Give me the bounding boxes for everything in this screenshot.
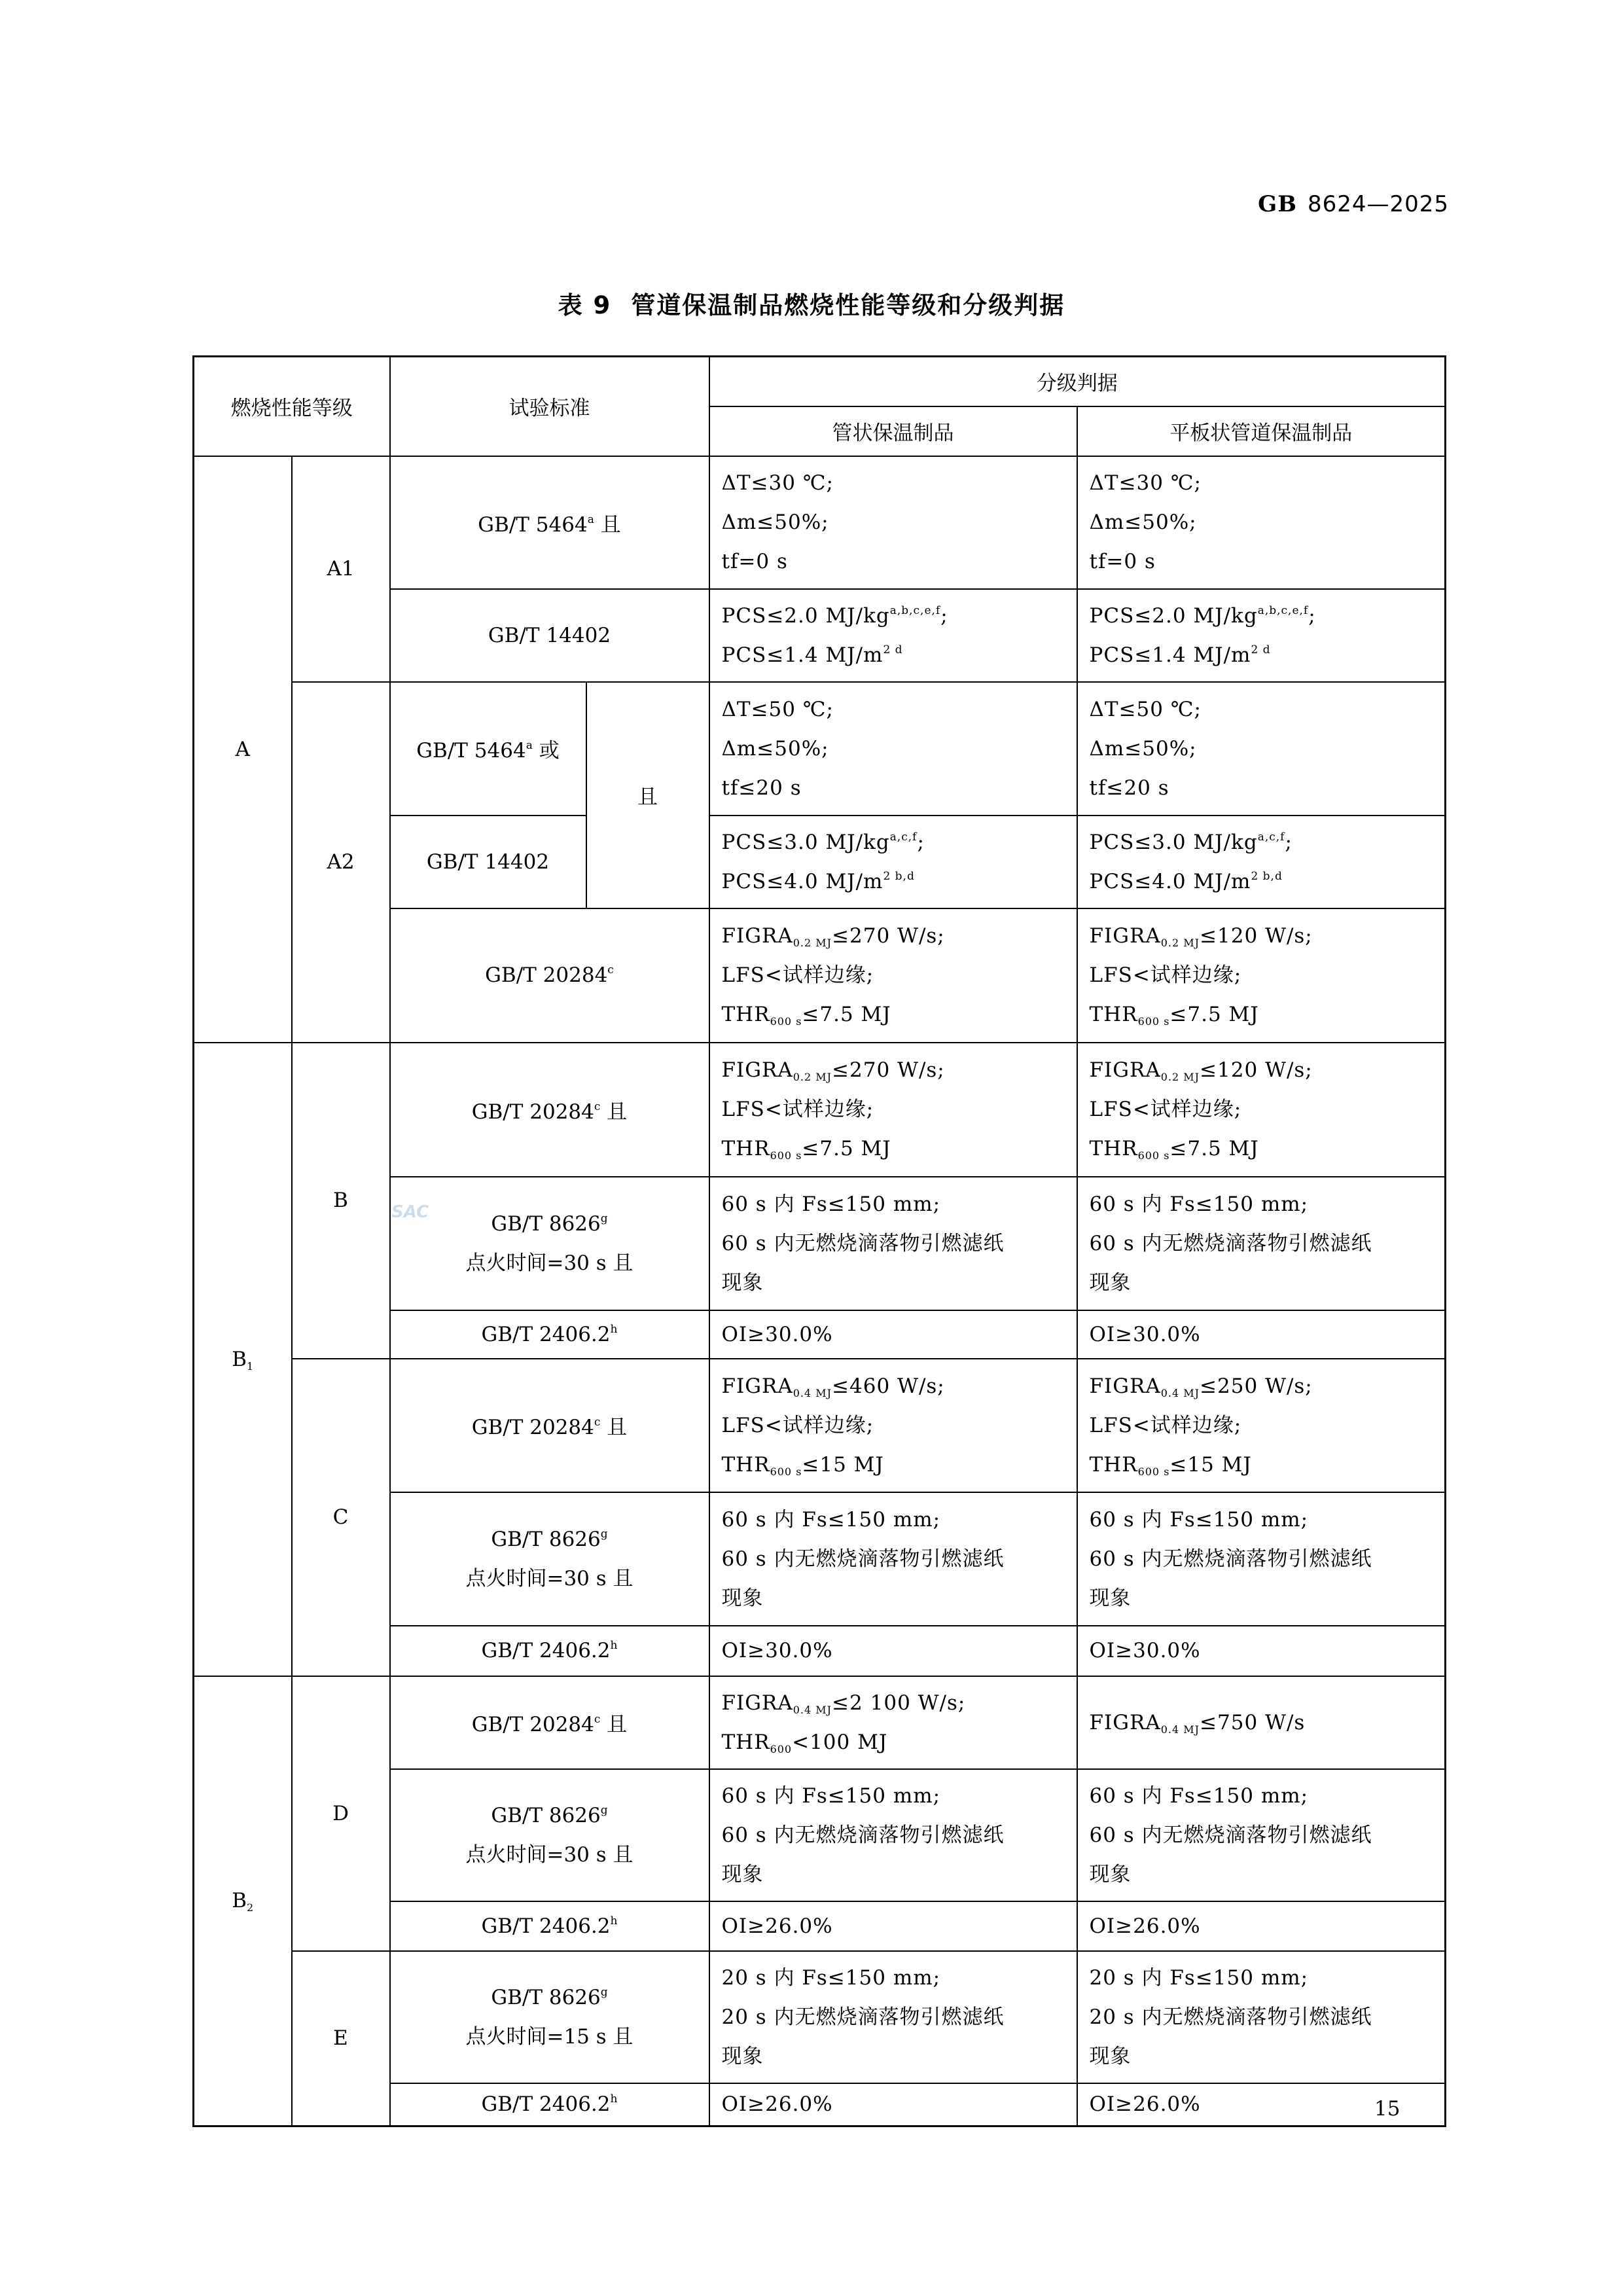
criteria-pipe: $FIGRA_{0.4 MJ}\le 2$ 100 W/s; $THR_{600}<100$ MJ	[709, 1676, 1077, 1769]
table-row	[194, 1676, 1446, 1769]
criteria-pipe: PCS≤3.0 MJ/kg$^{a,c,f}$; PCS≤4.0 $MJ/m^{2 b,d}$	[709, 816, 1077, 908]
classification-table	[192, 355, 1446, 2127]
class-a1: A1	[292, 456, 390, 682]
criteria-flat: OI≥30.0%	[1077, 1310, 1446, 1359]
criteria-flat: $FIGRA_{0.2 MJ}\le 120$ W/s; LFS<试样边缘; $THR_{600 s}\le 7.5$ MJ	[1077, 1043, 1446, 1177]
class-a2: A2	[292, 682, 390, 1043]
method-cell: GB/T 14402	[390, 589, 709, 682]
standard-prefix: GB	[1258, 191, 1297, 217]
criteria-flat: 20 s 内 Fs≤150 mm; 20 s 内无燃烧滴落物引燃滤纸 现象	[1077, 1951, 1446, 2083]
criteria-pipe: OI≥30.0%	[709, 1626, 1077, 1676]
table-caption	[0, 285, 1623, 321]
method-cell: GB/T 2406.2$^h$	[390, 1901, 709, 1951]
grade-a: A	[194, 456, 292, 1043]
grade-b1: $B_1$	[194, 1043, 292, 1676]
class-c: C	[292, 1359, 390, 1676]
standard-number: 8624—2025	[1307, 191, 1449, 217]
criteria-pipe: OI≥26.0%	[709, 1901, 1077, 1951]
criteria-pipe: ΔT≤30 ℃; Δm≤50%; tf=0 s	[709, 456, 1077, 589]
table-row	[194, 1951, 1446, 2083]
criteria-pipe: 60 s 内 Fs≤150 mm; 60 s 内无燃烧滴落物引燃滤纸 现象	[709, 1492, 1077, 1626]
method-cell: GB/T 20284$^c$ 且	[390, 1676, 709, 1769]
criteria-flat: OI≥30.0%	[1077, 1626, 1446, 1676]
criteria-flat: $FIGRA_{0.2 MJ}\le 120$ W/s; LFS<试样边缘; $THR_{600 s}\le 7.5$ MJ	[1077, 908, 1446, 1043]
method-cell: GB/T 14402	[390, 816, 586, 908]
method-cell: GB/T 8626$^g$ 点火时间=15 s 且	[390, 1951, 709, 2083]
table-row	[194, 682, 1446, 816]
criteria-flat: 60 s 内 Fs≤150 mm; 60 s 内无燃烧滴落物引燃滤纸 现象	[1077, 1492, 1446, 1626]
table-title: 管道保温制品燃烧性能等级和分级判据	[631, 291, 1065, 319]
class-b: B	[292, 1043, 390, 1359]
criteria-pipe: OI≥30.0%	[709, 1310, 1077, 1359]
criteria-flat: OI≥26.0%	[1077, 1901, 1446, 1951]
grade-b2: $B_2$	[194, 1676, 292, 2126]
method-cell: GB/T 5464$^a$ 或	[390, 682, 586, 816]
method-cell: GB/T 20284$^c$ 且	[390, 1359, 709, 1492]
header-pipe: 管状保温制品	[709, 406, 1077, 456]
method-cell: GB/T 8626$^g$ 点火时间=30 s 且	[390, 1769, 709, 1901]
criteria-flat: PCS≤2.0 MJ/kg$^{a,b,c,e,f}$; PCS≤1.4 $MJ/m^{2 d}$	[1077, 589, 1446, 682]
criteria-pipe: $FIGRA_{0.4 MJ}\le 460$ W/s; LFS<试样边缘; $THR_{600 s}\le 15$ MJ	[709, 1359, 1077, 1492]
method-cell: GB/T 2406.2$^h$	[390, 1626, 709, 1676]
criteria-pipe: OI≥26.0%	[709, 2083, 1077, 2126]
table-row	[194, 1359, 1446, 1492]
method-and: 且	[586, 682, 709, 908]
header-method: 试验标准	[390, 357, 709, 456]
class-e: E	[292, 1951, 390, 2126]
criteria-pipe: ΔT≤50 ℃; Δm≤50%; tf≤20 s	[709, 682, 1077, 816]
method-cell: GB/T 20284$^c$	[390, 908, 709, 1043]
criteria-flat: OI≥26.0%	[1077, 2083, 1446, 2126]
criteria-pipe: 60 s 内 Fs≤150 mm; 60 s 内无燃烧滴落物引燃滤纸 现象	[709, 1177, 1077, 1310]
criteria-flat: PCS≤3.0 MJ/kg$^{a,c,f}$; PCS≤4.0 $MJ/m^{2 b,d}$	[1077, 816, 1446, 908]
criteria-pipe: PCS≤2.0 MJ/kg$^{a,b,c,e,f}$; PCS≤1.4 $MJ/m^{2 d}$	[709, 589, 1077, 682]
header-criteria: 分级判据	[709, 357, 1446, 406]
criteria-pipe: $FIGRA_{0.2 MJ}\le 270$ W/s; LFS<试样边缘; $THR_{600 s}\le 7.5$ MJ	[709, 908, 1077, 1043]
standard-id	[1258, 191, 1449, 217]
criteria-pipe: 20 s 内 Fs≤150 mm; 20 s 内无燃烧滴落物引燃滤纸 现象	[709, 1951, 1077, 2083]
method-cell: GB/T 8626$^g$ 点火时间=30 s 且	[390, 1492, 709, 1626]
table-number: 表 9	[558, 291, 612, 319]
class-d: D	[292, 1676, 390, 1951]
criteria-flat: $FIGRA_{0.4 MJ}\le 250$ W/s; LFS<试样边缘; $THR_{600 s}\le 15$ MJ	[1077, 1359, 1446, 1492]
criteria-pipe: 60 s 内 Fs≤150 mm; 60 s 内无燃烧滴落物引燃滤纸 现象	[709, 1769, 1077, 1901]
header-grade: 燃烧性能等级	[194, 357, 390, 456]
header-flat: 平板状管道保温制品	[1077, 406, 1446, 456]
criteria-flat: ΔT≤30 ℃; Δm≤50%; tf=0 s	[1077, 456, 1446, 589]
table-row	[194, 1043, 1446, 1177]
criteria-pipe: $FIGRA_{0.2 MJ}\le 270$ W/s; LFS<试样边缘; $THR_{600 s}\le 7.5$ MJ	[709, 1043, 1077, 1177]
page-number: 15	[1374, 2097, 1400, 2121]
sac-logo-icon: SAC	[391, 1202, 429, 1222]
header-row	[194, 357, 1446, 406]
method-cell: GB/T 2406.2$^h$	[390, 2083, 709, 2126]
criteria-flat: $FIGRA_{0.4 MJ}\le 750$ W/s	[1077, 1676, 1446, 1769]
criteria-flat: 60 s 内 Fs≤150 mm; 60 s 内无燃烧滴落物引燃滤纸 现象	[1077, 1769, 1446, 1901]
method-cell: GB/T 20284$^c$ 且	[390, 1043, 709, 1177]
method-cell: GB/T 5464$^a$ 且	[390, 456, 709, 589]
criteria-flat: 60 s 内 Fs≤150 mm; 60 s 内无燃烧滴落物引燃滤纸 现象	[1077, 1177, 1446, 1310]
method-cell: GB/T 2406.2$^h$	[390, 1310, 709, 1359]
method-cell: GB/T 8626$^g$ 点火时间=30 s 且	[390, 1177, 709, 1310]
criteria-flat: ΔT≤50 ℃; Δm≤50%; tf≤20 s	[1077, 682, 1446, 816]
table-row	[194, 456, 1446, 589]
